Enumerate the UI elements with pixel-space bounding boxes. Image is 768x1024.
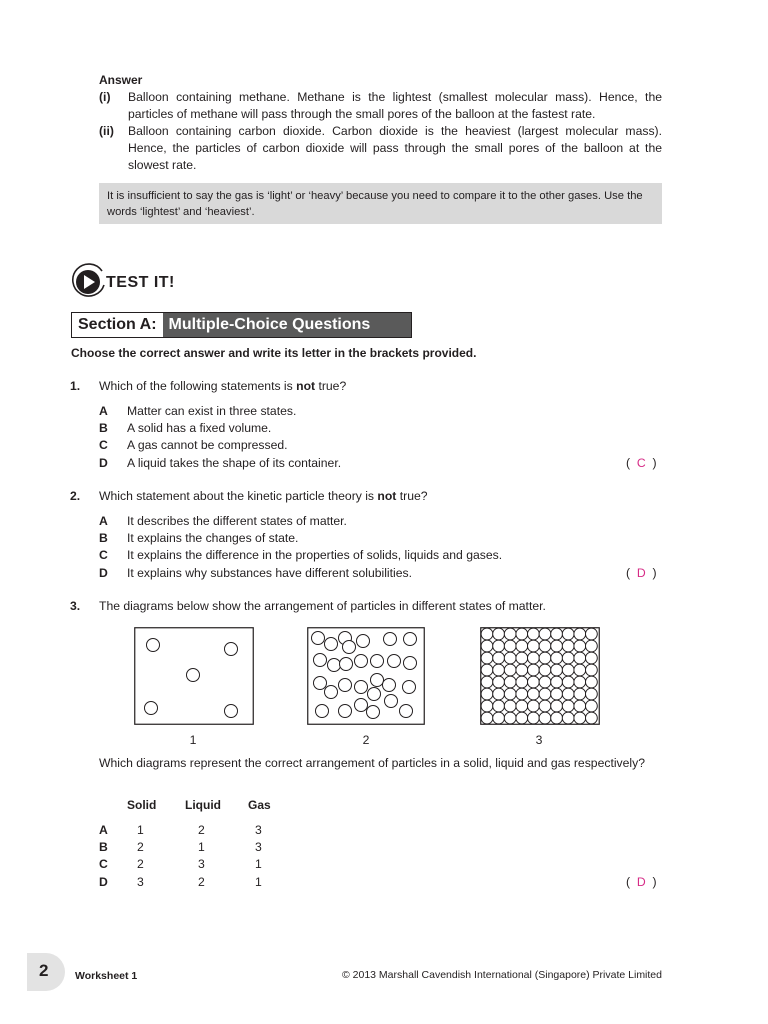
solid-particle — [504, 688, 516, 700]
solid-particle — [586, 688, 598, 700]
table-header-gas: Gas — [248, 798, 271, 812]
option-letter: B — [99, 531, 108, 545]
answer-bracket — [626, 565, 662, 582]
solid-particle — [493, 688, 505, 700]
solid-particle — [528, 712, 540, 724]
option-text: A solid has a fixed volume. — [127, 421, 272, 435]
bracket-close: ) — [652, 456, 657, 470]
option-text: A liquid takes the shape of its container. — [127, 456, 342, 470]
copyright-notice: © 2013 Marshall Cavendish International (Singapore) Private Limited — [342, 969, 662, 981]
answer-item-text: Balloon containing carbon dioxide. Carbon dioxide is the heaviest (largest molecular mass). Hence, the particles of carbon dioxide will pass through the small pores of the balloon at the slowest rate. — [128, 124, 662, 172]
solid-particle — [516, 628, 528, 640]
option-text: It explains the changes of state. — [127, 531, 299, 545]
option-text: Matter can exist in three states. — [127, 404, 297, 418]
table-cell: 1 — [255, 875, 262, 889]
answer-letter: D — [636, 875, 646, 889]
solid-particle — [551, 712, 563, 724]
table-cell: 3 — [255, 823, 262, 837]
solid-particle — [574, 712, 586, 724]
option-text: It explains why substances have different solubilities. — [127, 566, 412, 580]
answer-letter: C — [636, 456, 646, 470]
option-letter: D — [99, 456, 108, 470]
solid-particle — [562, 628, 574, 640]
option-letter: D — [99, 566, 108, 580]
solid-particle — [574, 652, 586, 664]
option-letter: C — [99, 438, 108, 452]
section-label: Section A: — [78, 316, 157, 333]
solid-particle — [504, 700, 516, 712]
question-text-part: true? — [396, 489, 428, 503]
question-text-part: Which statement about the kinetic particle theory is — [99, 489, 378, 503]
bracket-open: ( — [626, 875, 631, 889]
solid-particle — [551, 676, 563, 688]
question-text: Which diagrams represent the correct arrangement of particles in a solid, liquid and gas respectively? — [99, 756, 645, 770]
answer-item-2 — [99, 123, 662, 174]
solid-particle — [551, 640, 563, 652]
test-it-logo — [69, 263, 109, 299]
play-icon — [69, 263, 109, 301]
solid-particle — [528, 640, 540, 652]
question-text-part: Which of the following statements is — [99, 379, 297, 393]
solid-particle — [481, 664, 493, 676]
solid-particle — [574, 628, 586, 640]
question-text: The diagrams below show the arrangement of particles in different states of matter. — [99, 599, 546, 613]
solid-particle — [493, 628, 505, 640]
table-cell: 2 — [198, 823, 205, 837]
solid-particle — [586, 652, 598, 664]
solid-particle — [539, 712, 551, 724]
question-text-emphasis: not — [296, 379, 316, 393]
option-text: It describes the different states of matter. — [127, 514, 347, 528]
solid-particle — [493, 700, 505, 712]
option-letter: D — [99, 875, 108, 889]
diagram-label: 2 — [362, 733, 370, 747]
solid-particle — [539, 640, 551, 652]
solid-particle — [493, 676, 505, 688]
solid-particle — [539, 652, 551, 664]
teacher-note: It is insufficient to say the gas is ‘light’ or ‘heavy’ because you need to compare it to the other gases. Use the words ‘lightest’ and ‘heaviest’. — [99, 183, 662, 224]
option-letter: B — [99, 840, 108, 854]
solid-particle — [481, 652, 493, 664]
bracket-close: ) — [652, 875, 657, 889]
page-number: 2 — [39, 961, 49, 980]
solid-particle — [528, 700, 540, 712]
table-cell: 2 — [137, 857, 144, 871]
solid-particle — [586, 640, 598, 652]
solid-particle — [516, 688, 528, 700]
solid-particle — [516, 712, 528, 724]
solid-particle — [493, 712, 505, 724]
solid-particle — [516, 664, 528, 676]
table-cell: 2 — [137, 840, 144, 854]
solid-particle — [504, 712, 516, 724]
solid-particle — [481, 712, 493, 724]
answer-heading: Answer — [99, 73, 143, 87]
solid-particle — [562, 664, 574, 676]
option-letter: A — [99, 404, 108, 418]
solid-particle — [504, 652, 516, 664]
solid-particle — [586, 700, 598, 712]
section-title: Multiple-Choice Questions — [163, 313, 411, 337]
solid-particle — [528, 688, 540, 700]
table-cell: 1 — [255, 857, 262, 871]
answer-item-text: Balloon containing methane. Methane is the lightest (smallest molecular mass). Hence, the particles of methane will pass through the small pores of the balloon at the fastest rate. — [128, 90, 662, 121]
solid-particle — [551, 664, 563, 676]
solid-particle — [516, 640, 528, 652]
solid-particle — [481, 688, 493, 700]
solid-particle — [481, 676, 493, 688]
solid-particle — [562, 712, 574, 724]
solid-particle — [586, 628, 598, 640]
question-number: 1. — [70, 379, 81, 393]
table-cell: 3 — [255, 840, 262, 854]
option-letter: C — [99, 857, 108, 871]
option-letter: B — [99, 421, 108, 435]
question-text — [99, 488, 428, 505]
solid-particle — [539, 700, 551, 712]
solid-particle — [504, 676, 516, 688]
solid-particle — [586, 664, 598, 676]
solid-particle — [516, 652, 528, 664]
option-letter: C — [99, 548, 108, 562]
solid-particle — [504, 640, 516, 652]
table-cell: 1 — [198, 840, 205, 854]
solid-particle — [528, 664, 540, 676]
answer-item-number: (i) — [99, 90, 111, 104]
solid-particle — [539, 664, 551, 676]
answer-bracket — [626, 874, 662, 891]
solid-particle — [562, 700, 574, 712]
solid-particle — [551, 688, 563, 700]
diagram-gas-particles — [134, 627, 254, 725]
solid-particle — [539, 628, 551, 640]
diagram-label: 3 — [535, 733, 543, 747]
solid-particle — [493, 664, 505, 676]
solid-particle — [574, 640, 586, 652]
section-header — [71, 312, 412, 338]
solid-particle — [539, 676, 551, 688]
answer-letter: D — [636, 566, 646, 580]
solid-particle — [551, 700, 563, 712]
solid-particle — [574, 664, 586, 676]
solid-particle — [516, 676, 528, 688]
instructions: Choose the correct answer and write its letter in the brackets provided. — [71, 346, 477, 360]
worksheet-label: Worksheet 1 — [75, 970, 138, 982]
option-letter: A — [99, 823, 108, 837]
solid-particle — [586, 712, 598, 724]
table-cell: 3 — [198, 857, 205, 871]
question-text-emphasis: not — [377, 489, 397, 503]
solid-particle — [574, 676, 586, 688]
option-text: It explains the difference in the properties of solids, liquids and gases. — [127, 548, 503, 562]
bracket-open: ( — [626, 456, 631, 470]
solid-particle — [562, 652, 574, 664]
option-letter: A — [99, 514, 108, 528]
diagram-liquid-particles — [307, 627, 425, 725]
solid-particle — [551, 628, 563, 640]
solid-particle — [528, 676, 540, 688]
table-cell: 2 — [198, 875, 205, 889]
diagram-label: 1 — [189, 733, 197, 747]
solid-particle — [504, 628, 516, 640]
solid-particle — [481, 700, 493, 712]
solid-particle — [493, 640, 505, 652]
diagram-solid-particles — [480, 627, 600, 725]
table-cell: 3 — [137, 875, 144, 889]
solid-particle — [493, 652, 505, 664]
table-header-liquid: Liquid — [185, 798, 221, 812]
question-number: 2. — [70, 489, 81, 503]
bracket-open: ( — [626, 566, 631, 580]
solid-particle — [528, 652, 540, 664]
test-it-label: TEST IT! — [106, 274, 175, 291]
solid-particle — [574, 688, 586, 700]
answer-bracket — [626, 455, 662, 472]
option-text: A gas cannot be compressed. — [127, 438, 288, 452]
question-number: 3. — [70, 599, 81, 613]
solid-particle — [516, 700, 528, 712]
solid-particle — [528, 628, 540, 640]
solid-particle — [551, 652, 563, 664]
solid-particle — [481, 628, 493, 640]
solid-particle — [562, 688, 574, 700]
question-text-part: true? — [315, 379, 347, 393]
table-cell: 1 — [137, 823, 144, 837]
solid-particle — [504, 664, 516, 676]
answer-item-1 — [99, 89, 662, 123]
solid-particle — [481, 640, 493, 652]
solid-particle — [574, 700, 586, 712]
table-header-solid: Solid — [127, 798, 157, 812]
bracket-close: ) — [652, 566, 657, 580]
solid-particle — [562, 640, 574, 652]
question-text — [99, 378, 346, 395]
solid-particle — [586, 676, 598, 688]
solid-particle — [539, 688, 551, 700]
solid-particle — [562, 676, 574, 688]
answer-item-number: (ii) — [99, 124, 114, 138]
